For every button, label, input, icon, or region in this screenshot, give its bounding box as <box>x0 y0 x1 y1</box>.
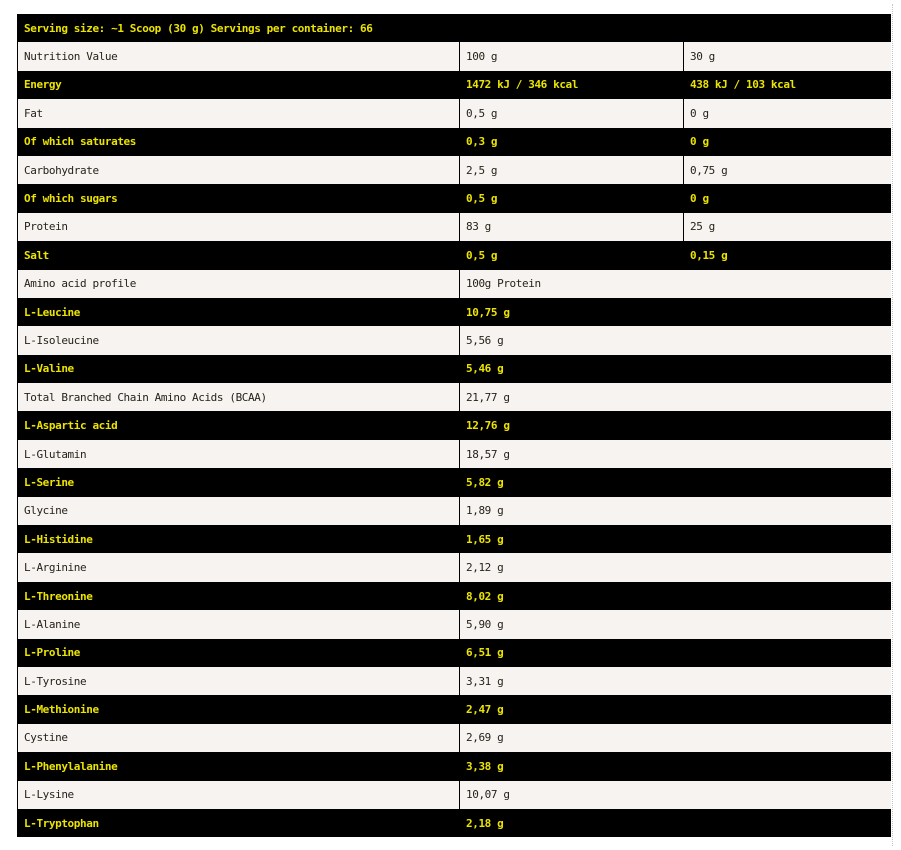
table-row <box>18 355 891 383</box>
table-row <box>18 724 891 752</box>
row-value: 2,69 g <box>460 724 891 752</box>
row-value: 8,02 g <box>460 582 891 610</box>
row-label: Total Branched Chain Amino Acids (BCAA) <box>24 390 267 404</box>
table-row <box>18 184 891 212</box>
table-row <box>18 241 891 269</box>
table-row <box>18 553 891 581</box>
row-value: 3,38 g <box>460 752 891 780</box>
table-row <box>18 695 891 723</box>
table-row <box>18 270 891 298</box>
row-label: L-Tryptophan <box>24 816 99 830</box>
table-row <box>18 383 891 411</box>
row-label: Of which sugars <box>24 192 118 206</box>
row-label: L-Leucine <box>24 305 81 319</box>
serving-header-row <box>18 14 891 42</box>
table-row <box>18 667 891 695</box>
row-value: 0,5 g <box>460 241 684 269</box>
row-label: L-Aspartic acid <box>24 419 118 433</box>
table-row <box>18 440 891 468</box>
row-value: 10,07 g <box>460 781 891 809</box>
row-value: 2,18 g <box>460 809 891 837</box>
row-value: 0,5 g <box>460 184 684 212</box>
row-label: Cystine <box>24 731 68 745</box>
row-label: L-Phenylalanine <box>24 759 118 773</box>
table-row <box>18 497 891 525</box>
row-label: Nutrition Value <box>24 50 118 64</box>
table-row <box>18 99 891 127</box>
row-value: 21,77 g <box>460 383 891 411</box>
row-label: L-Isoleucine <box>24 333 99 347</box>
row-value: 5,46 g <box>460 355 891 383</box>
table-row <box>18 71 891 99</box>
nutrition-table-body <box>18 14 891 837</box>
table-row <box>18 128 891 156</box>
row-value: 2,5 g <box>460 156 684 184</box>
row-value: 5,82 g <box>460 468 891 496</box>
row-value: 2,12 g <box>460 553 891 581</box>
table-row <box>18 639 891 667</box>
row-value: 0,15 g <box>684 241 891 269</box>
row-value: 1472 kJ / 346 kcal <box>460 71 684 99</box>
table-row <box>18 156 891 184</box>
table-row <box>18 781 891 809</box>
row-label: Protein <box>24 220 68 234</box>
row-label: Amino acid profile <box>24 277 137 291</box>
row-value: 30 g <box>684 42 891 70</box>
row-value: 0,75 g <box>684 156 891 184</box>
row-label: L-Histidine <box>24 532 93 546</box>
row-label: L-Arginine <box>24 561 87 575</box>
table-row <box>18 298 891 326</box>
page-edge-line <box>892 4 893 846</box>
row-value: 3,31 g <box>460 667 891 695</box>
table-row <box>18 213 891 241</box>
table-row <box>18 411 891 439</box>
row-value: 438 kJ / 103 kcal <box>684 71 891 99</box>
row-label: Energy <box>24 78 62 92</box>
table-row <box>18 610 891 638</box>
row-value: 18,57 g <box>460 440 891 468</box>
row-value: 0,3 g <box>460 128 684 156</box>
table-row <box>18 525 891 553</box>
row-value: 1,65 g <box>460 525 891 553</box>
row-label: L-Serine <box>24 475 74 489</box>
row-label: Carbohydrate <box>24 163 99 177</box>
row-label: L-Threonine <box>24 589 93 603</box>
row-value: 0 g <box>684 128 891 156</box>
row-value: 0,5 g <box>460 99 684 127</box>
nutrition-table <box>17 14 891 837</box>
row-value: 100 g <box>460 42 684 70</box>
table-row <box>18 752 891 780</box>
row-value: 100g Protein <box>460 270 891 298</box>
row-label: Glycine <box>24 504 68 518</box>
row-value: 5,90 g <box>460 610 891 638</box>
row-label: L-Proline <box>24 646 81 660</box>
row-value: 10,75 g <box>460 298 891 326</box>
row-label: L-Methionine <box>24 703 99 717</box>
serving-header-text: Serving size: ~1 Scoop (30 g) Servings per container: 66 <box>24 21 373 35</box>
row-label: L-Glutamin <box>24 447 87 461</box>
row-label: L-Lysine <box>24 788 74 802</box>
row-value: 2,47 g <box>460 695 891 723</box>
row-value: 0 g <box>684 184 891 212</box>
row-value: 5,56 g <box>460 326 891 354</box>
row-label: Salt <box>24 248 49 262</box>
row-value: 0 g <box>684 99 891 127</box>
row-label: L-Valine <box>24 362 74 376</box>
row-label: L-Alanine <box>24 617 81 631</box>
table-row <box>18 809 891 837</box>
row-label: Fat <box>24 106 43 120</box>
table-row <box>18 326 891 354</box>
row-value: 12,76 g <box>460 411 891 439</box>
table-row <box>18 582 891 610</box>
row-value: 25 g <box>684 213 891 241</box>
row-value: 1,89 g <box>460 497 891 525</box>
row-label: L-Tyrosine <box>24 674 87 688</box>
row-value: 83 g <box>460 213 684 241</box>
row-label: Of which saturates <box>24 135 137 149</box>
row-value: 6,51 g <box>460 639 891 667</box>
table-row <box>18 42 891 70</box>
table-row <box>18 468 891 496</box>
